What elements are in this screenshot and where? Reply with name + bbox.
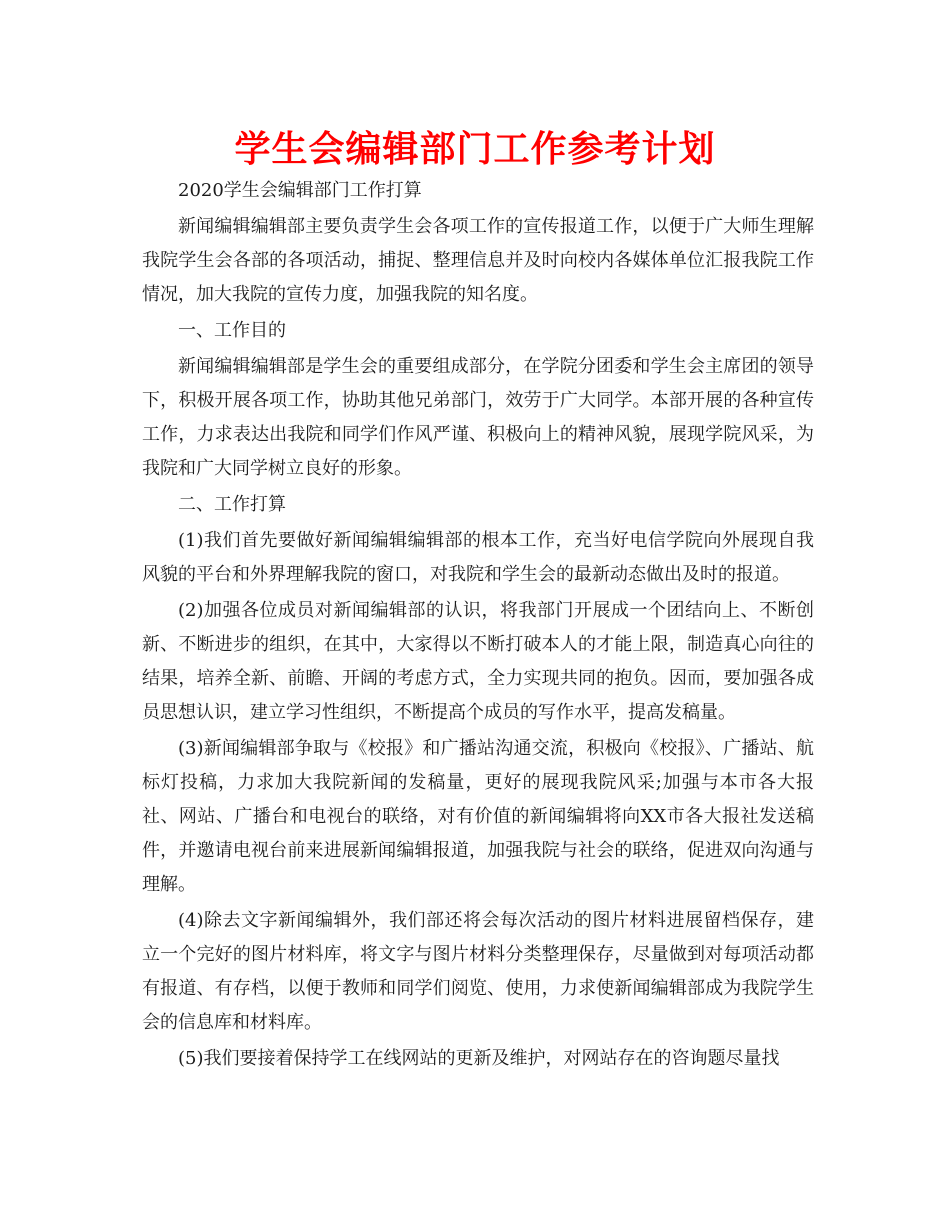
plan-item-4: (4)除去文字新闻编辑外，我们部还将会每次活动的图片材料进展留档保存，建立一个完好的图片材料库，将文字与图片材料分类整理保存，尽量做到对每项活动都有报道、有存档，以便于教师和同学们阅览、使用，力求使新闻编辑部成为我院学生会的信息库和材料库。 bbox=[142, 910, 814, 1033]
plan-item-2: (2)加强各位成员对新闻编辑部的认识，将我部门开展成一个团结向上、不断创新、不断进步的组织，在其中，大家得以不断打破本人的才能上限，制造真心向往的结果，培养全新、前瞻、开阔的考虑方式，全力实现共同的抱负。因而，要加强各成员思想认识，建立学习性组织，不断提高个成员的写作水平，提高发稿量。 bbox=[142, 600, 814, 723]
plan-item-5: (5)我们要接着保持学工在线网站的更新及维护，对网站存在的咨询题尽量找 bbox=[178, 1048, 780, 1069]
paragraph-heading: 2020学生会编辑部门工作打算 bbox=[178, 180, 422, 201]
section-heading-plan: 二、工作打算 bbox=[178, 494, 286, 515]
section-heading-goals: 一、工作目的 bbox=[178, 320, 286, 341]
paragraph-intro: 新闻编辑编辑部主要负责学生会各项工作的宣传报道工作，以便于广大师生理解我院学生会各部的各项活动，捕捉、整理信息并及时向校内各媒体单位汇报我院工作情况，加大我院的宣传力度，加强我院的知名度。 bbox=[142, 216, 814, 305]
paragraph-goals: 新闻编辑编辑部是学生会的重要组成部分，在学院分团委和学生会主席团的领导下，积极开展各项工作，协助其他兄弟部门，效劳于广大同学。本部开展的各种宣传工作，力求表达出我院和同学们作风严谨、积极向上的精神风貌，展现学院风采，为我院和广大同学树立良好的形象。 bbox=[142, 356, 814, 479]
plan-item-1: (1)我们首先要做好新闻编辑编辑部的根本工作，充当好电信学院向外展现自我风貌的平台和外界理解我院的窗口，对我院和学生会的最新动态做出及时的报道。 bbox=[142, 530, 814, 585]
document-title: 学生会编辑部门工作参考计划 bbox=[234, 129, 716, 170]
document-body bbox=[142, 174, 814, 1078]
plan-item-3: (3)新闻编辑部争取与《校报》和广播站沟通交流，积极向《校报》、广播站、航标灯投稿，力求加大我院新闻的发稿量，更好的展现我院风采;加强与本市各大报社、网站、广播台和电视台的联络，对有价值的新闻编辑将向XX市各大报社发送稿件，并邀请电视台前来进展新闻编辑报道，加强我院与社会的联络，促进双向沟通与理解。 bbox=[142, 738, 814, 895]
